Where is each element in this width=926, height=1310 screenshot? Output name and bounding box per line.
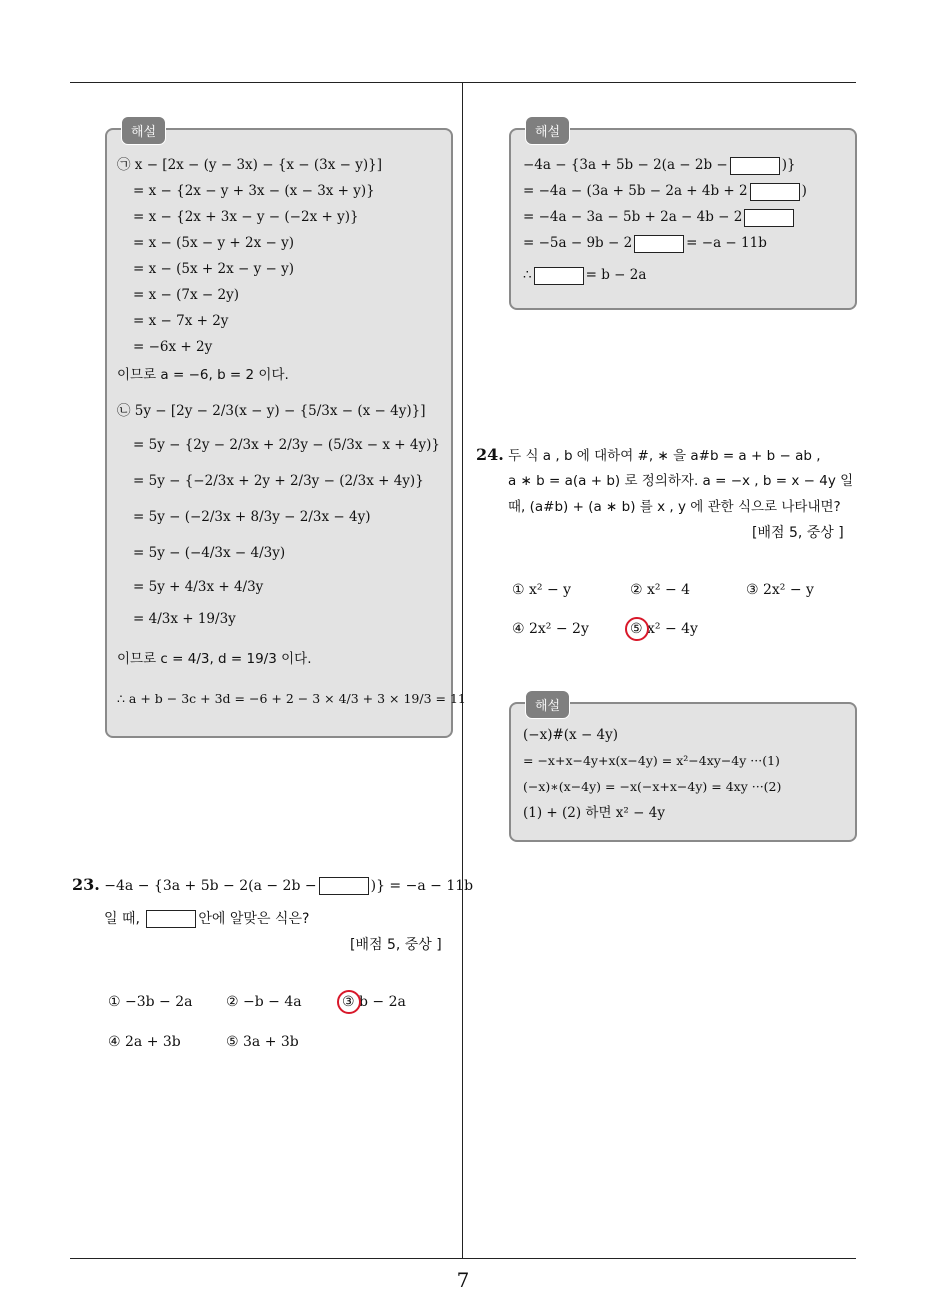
answer-blank <box>534 267 584 285</box>
question-23-score: [배점 5, 중상 ] <box>350 937 442 953</box>
solution-text: )} <box>781 157 796 173</box>
choice-5[interactable]: ⑤ x² − 4y <box>630 621 698 637</box>
solution-line <box>523 208 796 227</box>
question-number: 24. <box>476 445 504 464</box>
question-24-stem-2: a ∗ b = a(a + b) 로 정의하자. a = −x , b = x − 4y 일 <box>508 473 854 489</box>
solution-line: = x − (5x + 2x − y − y) <box>133 261 294 277</box>
solution-box-right-2 <box>509 699 857 842</box>
solution-line <box>523 266 646 285</box>
solution-line: 이므로 a = −6, b = 2 이다. <box>117 367 289 383</box>
solution-box-right-1 <box>509 125 857 310</box>
solution-line: = x − (5x − y + 2x − y) <box>133 235 294 251</box>
solution-line: 이므로 c = 4/3, d = 19/3 이다. <box>117 651 312 667</box>
choice-4[interactable]: ④ 2x² − 2y <box>512 621 589 637</box>
question-text: 일 때, <box>104 911 140 927</box>
answer-circle-mark <box>337 990 361 1014</box>
question-24-stem <box>476 444 821 467</box>
solution-box-left <box>105 125 466 738</box>
question-23-stem <box>72 874 473 897</box>
solution-line <box>523 182 807 201</box>
solution-text: = −4a − 3a − 5b + 2a − 4b − 2 <box>523 209 743 225</box>
top-rule <box>70 82 856 83</box>
question-text: 두 식 a , b 에 대하여 #, ∗ 을 a#b = a + b − ab , <box>508 448 821 464</box>
choice-4[interactable]: ④ 2a + 3b <box>108 1034 181 1050</box>
answer-blank <box>730 157 780 175</box>
answer-blank <box>750 183 800 201</box>
solution-line: = 5y − {−2/3x + 2y + 2/3y − (2/3x + 4y)} <box>133 473 424 489</box>
solution-text: = −a − 11b <box>686 235 767 251</box>
solution-line: = 5y + 4/3x + 4/3y <box>133 579 264 595</box>
answer-blank <box>319 877 369 895</box>
answer-blank <box>634 235 684 253</box>
solution-text: = −5a − 9b − 2 <box>523 235 633 251</box>
solution-line: = 5y − (−2/3x + 8/3y − 2/3x − 4y) <box>133 509 371 525</box>
solution-tag: 해설 <box>525 116 570 145</box>
choice-1[interactable]: ① −3b − 2a <box>108 994 193 1010</box>
solution-line: = x − 7x + 2y <box>133 313 229 329</box>
column-divider <box>462 83 463 1259</box>
choice-2[interactable]: ② x² − 4 <box>630 582 691 598</box>
solution-line: ㉡ 5y − [2y − 2/3(x − y) − {5/3x − (x − 4y)}] <box>117 403 426 419</box>
solution-line: ∴ a + b − 3c + 3d = −6 + 2 − 3 × 4/3 + 3 × 19/3 = 11 <box>117 691 466 706</box>
page-number: 7 <box>456 1268 470 1292</box>
solution-line: = −6x + 2y <box>133 339 213 355</box>
solution-line: ㉠ x − [2x − (y − 3x) − {x − (3x − y)}] <box>117 157 383 173</box>
question-text: 안에 알맞은 식은? <box>198 911 310 927</box>
choice-1[interactable]: ① x² − y <box>512 582 572 598</box>
choice-2[interactable]: ② −b − 4a <box>226 994 302 1010</box>
question-text: −4a − {3a + 5b − 2(a − 2b − <box>104 878 317 894</box>
question-number: 23. <box>72 875 100 894</box>
question-text: )} = −a − 11b <box>370 878 474 894</box>
solution-text: = −4a − (3a + 5b − 2a + 4b + 2 <box>523 183 748 199</box>
answer-blank <box>146 910 196 928</box>
therefore-symbol: ∴ <box>523 267 532 283</box>
choice-3[interactable]: ③ 2x² − y <box>746 582 814 598</box>
bottom-rule <box>70 1258 856 1259</box>
solution-tag: 해설 <box>525 690 570 719</box>
solution-line: = x − {2x − y + 3x − (x − 3x + y)} <box>133 183 375 199</box>
question-24-stem-3: 때, (a#b) + (a ∗ b) 를 x , y 에 관한 식으로 나타내면? <box>508 499 841 515</box>
solution-line <box>523 234 767 253</box>
solution-line: (−x)∗(x−4y) = −x(−x+x−4y) = 4xy ···(2) <box>523 779 782 794</box>
solution-line: = 4/3x + 19/3y <box>133 611 236 627</box>
solution-text: = b − 2a <box>585 267 647 283</box>
solution-line: (−x)#(x − 4y) <box>523 727 619 743</box>
solution-tag: 해설 <box>121 116 166 145</box>
answer-blank <box>744 209 794 227</box>
question-24-score: [배점 5, 중상 ] <box>752 525 844 541</box>
solution-line: = x − {2x + 3x − y − (−2x + y)} <box>133 209 359 225</box>
solution-line: (1) + (2) 하면 x² − 4y <box>523 805 665 821</box>
question-23-stem-2 <box>104 908 309 930</box>
solution-text: −4a − {3a + 5b − 2(a − 2b − <box>523 157 728 173</box>
choice-5[interactable]: ⑤ 3a + 3b <box>226 1034 299 1050</box>
solution-line: = 5y − {2y − 2/3x + 2/3y − (5/3x − x + 4y)} <box>133 437 440 453</box>
solution-line: = 5y − (−4/3x − 4/3y) <box>133 545 286 561</box>
solution-text: ) <box>801 183 807 199</box>
solution-line <box>523 156 796 175</box>
solution-line: = −x+x−4y+x(x−4y) = x²−4xy−4y ···(1) <box>523 753 780 768</box>
solution-line: = x − (7x − 2y) <box>133 287 239 303</box>
answer-circle-mark <box>625 617 649 641</box>
choice-3[interactable]: ③ b − 2a <box>342 994 406 1010</box>
